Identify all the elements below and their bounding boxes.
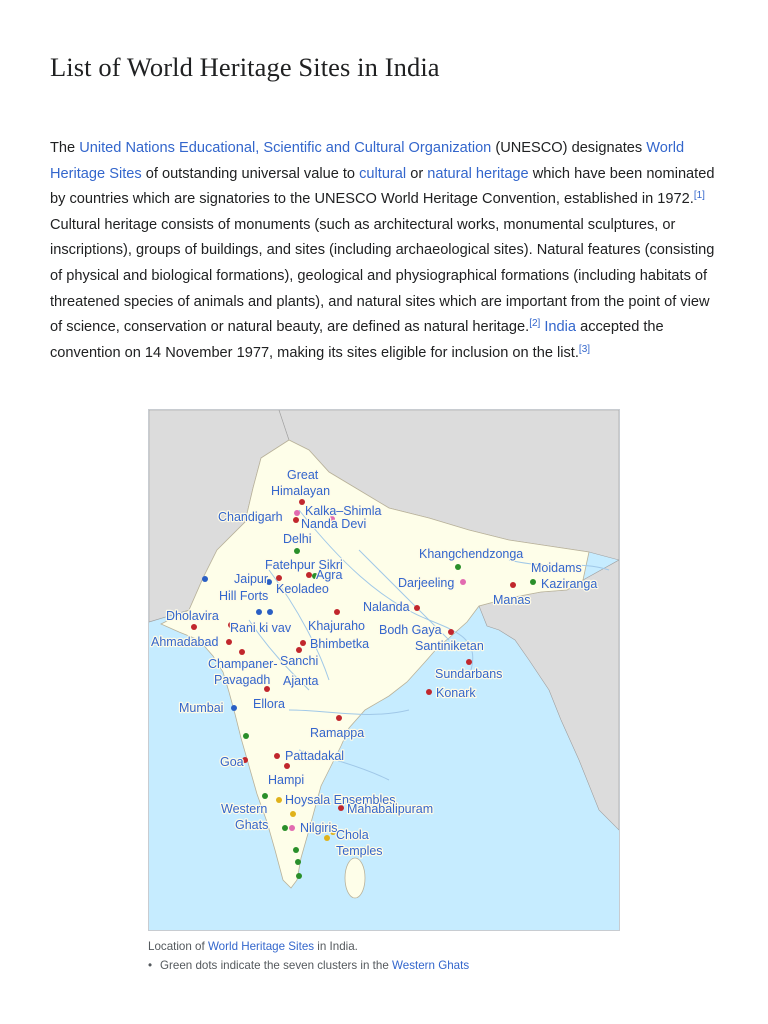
map-label[interactable]: Great [287, 468, 319, 482]
india-heritage-map[interactable] [148, 409, 620, 931]
map-label[interactable]: Western [221, 802, 268, 816]
map-label[interactable]: Sanchi [280, 654, 319, 668]
map-label[interactable]: Nalanda [363, 600, 410, 614]
map-label[interactable]: Hoysala Ensembles [285, 793, 396, 807]
site-dot[interactable] [296, 873, 302, 879]
site-dot[interactable] [290, 811, 296, 817]
map-label[interactable]: Nilgiris [300, 821, 338, 835]
site-dot[interactable] [294, 548, 300, 554]
map-svg [149, 410, 619, 930]
map-label[interactable]: Himalayan [271, 484, 331, 498]
map-label[interactable]: Nanda Devi [301, 517, 367, 531]
map-label[interactable]: Ellora [253, 697, 285, 711]
caption-text: Green dots indicate the seven clusters in the [160, 959, 393, 972]
intro-paragraph [50, 136, 718, 366]
site-dot[interactable] [262, 793, 268, 799]
reference-link[interactable]: [3] [578, 343, 591, 355]
site-dot[interactable] [267, 609, 273, 615]
map-label[interactable]: Temples [336, 844, 383, 858]
india-link[interactable]: India [544, 319, 577, 336]
site-dot[interactable] [293, 517, 299, 523]
site-dot[interactable] [295, 859, 301, 865]
intro-text: or [406, 165, 428, 182]
reference-3[interactable] [579, 344, 590, 355]
western-ghats-link[interactable]: Western Ghats [392, 959, 470, 972]
map-label[interactable]: Ahmadabad [151, 635, 219, 649]
map-label[interactable]: Konark [436, 686, 476, 700]
reference-link[interactable]: [1] [693, 190, 705, 202]
site-dot[interactable] [336, 715, 342, 721]
site-dot[interactable] [448, 629, 454, 635]
reference-1[interactable] [694, 190, 705, 201]
site-dot[interactable] [289, 825, 295, 831]
site-dot[interactable] [202, 576, 208, 582]
reference-2[interactable] [529, 318, 540, 329]
site-dot[interactable] [455, 564, 461, 570]
map-label[interactable]: Khangchendzonga [419, 547, 524, 561]
natural-heritage-link[interactable]: natural heritage [427, 165, 529, 182]
map-label[interactable]: Manas [493, 593, 531, 607]
map-label[interactable]: Kalka–Shimla [305, 504, 382, 518]
caption-list [148, 957, 469, 975]
map-label[interactable]: Ajanta [283, 674, 319, 688]
page-title: List of World Heritage Sites in India [50, 52, 440, 82]
map-label[interactable]: Darjeeling [398, 576, 455, 590]
site-dot[interactable] [231, 705, 237, 711]
intro-text: Cultural heritage consists of monuments (such as architectural works, monumental sculptures, or inscriptions), groups of buildings, and sites (including archaeological sites). Natural features (consisting of physical and biological formations), geological and physiographical formations (including habitats of threatened species of animals and plants), and natural sites which are important from the point of view of science, conservation or natural beauty, are defined as natural heritage. [50, 216, 715, 336]
map-label[interactable]: Fatehpur Sikri [265, 558, 343, 572]
map-label[interactable]: Chandigarh [218, 510, 283, 524]
site-dot[interactable] [276, 797, 282, 803]
map-label[interactable]: Khajuraho [308, 619, 365, 633]
map-caption [148, 938, 628, 956]
map-label[interactable]: Santiniketan [415, 639, 484, 653]
map-label[interactable]: Pattadakal [285, 749, 345, 763]
caption-world-heritage-sites-link[interactable]: World Heritage Sites [207, 940, 315, 953]
map-label[interactable]: Kaziranga [541, 577, 598, 591]
site-dot[interactable] [284, 763, 290, 769]
map-label[interactable]: Ramappa [310, 726, 365, 740]
site-dot[interactable] [294, 510, 300, 516]
map-label[interactable]: Sundarbans [435, 667, 503, 681]
site-dot[interactable] [324, 835, 330, 841]
site-dot[interactable] [243, 733, 249, 739]
site-dot[interactable] [226, 639, 232, 645]
site-dot[interactable] [296, 647, 302, 653]
unesco-link[interactable]: United Nations Educational, Scientific and Cultural Organization [79, 140, 492, 156]
map-label[interactable]: Pavagadh [214, 673, 271, 687]
intro-text: The [50, 140, 80, 156]
intro-text: of outstanding universal value to [141, 165, 360, 182]
map-label[interactable]: Mumbai [179, 701, 224, 715]
site-dot[interactable] [530, 579, 536, 585]
site-dot[interactable] [300, 640, 306, 646]
intro-text: which have been nominated by countries which are signatories to the UNESCO World Heritage Convention, established in 1972. [50, 165, 715, 208]
site-dot[interactable] [282, 825, 288, 831]
sri-lanka [345, 858, 365, 898]
site-dot[interactable] [466, 659, 472, 665]
site-dot[interactable] [239, 649, 245, 655]
world-heritage-sites-link[interactable]: World Heritage Sites [50, 140, 685, 182]
site-dot[interactable] [414, 605, 420, 611]
map-label[interactable]: Keoladeo [276, 582, 329, 596]
site-dot[interactable] [334, 609, 340, 615]
site-dot[interactable] [510, 582, 516, 588]
intro-text: accepted the convention on 14 November 1977, making its sites eligible for inclusion on the list. [50, 319, 664, 361]
site-dot[interactable] [293, 847, 299, 853]
reference-link[interactable]: [2] [529, 318, 541, 330]
site-dot[interactable] [306, 572, 312, 578]
cultural-link[interactable]: cultural [359, 165, 407, 182]
map-label[interactable]: Delhi [283, 532, 312, 546]
map-label[interactable]: Moidams [531, 561, 582, 575]
map-label[interactable]: Chola [336, 828, 369, 842]
map-label[interactable]: Bhimbetka [310, 637, 370, 651]
map-label[interactable]: Dholavira [166, 609, 219, 623]
map-label[interactable]: Ghats [235, 818, 269, 832]
map-label[interactable]: Champaner- [208, 657, 278, 671]
map-label[interactable]: Mahabalipuram [347, 802, 434, 816]
site-dot[interactable] [274, 753, 280, 759]
map-label[interactable]: Agra [316, 568, 343, 582]
map-label[interactable]: Goa [220, 755, 244, 769]
site-dot[interactable] [276, 575, 282, 581]
caption-bullet [148, 957, 469, 975]
intro-text: (UNESCO) designates [491, 140, 647, 156]
caption-text: in India. [314, 940, 358, 953]
map-label[interactable]: Bodh Gaya [379, 623, 442, 637]
site-dot[interactable] [426, 689, 432, 695]
site-dot[interactable] [256, 609, 262, 615]
site-dot[interactable] [460, 579, 466, 585]
site-dot[interactable] [191, 624, 197, 630]
caption-text: Location of [148, 940, 208, 953]
map-label[interactable]: Rani ki vav [230, 621, 292, 635]
map-label[interactable]: Jaipur [234, 572, 269, 586]
map-label[interactable]: Hill Forts [219, 589, 269, 603]
map-label[interactable]: Hampi [268, 773, 305, 787]
